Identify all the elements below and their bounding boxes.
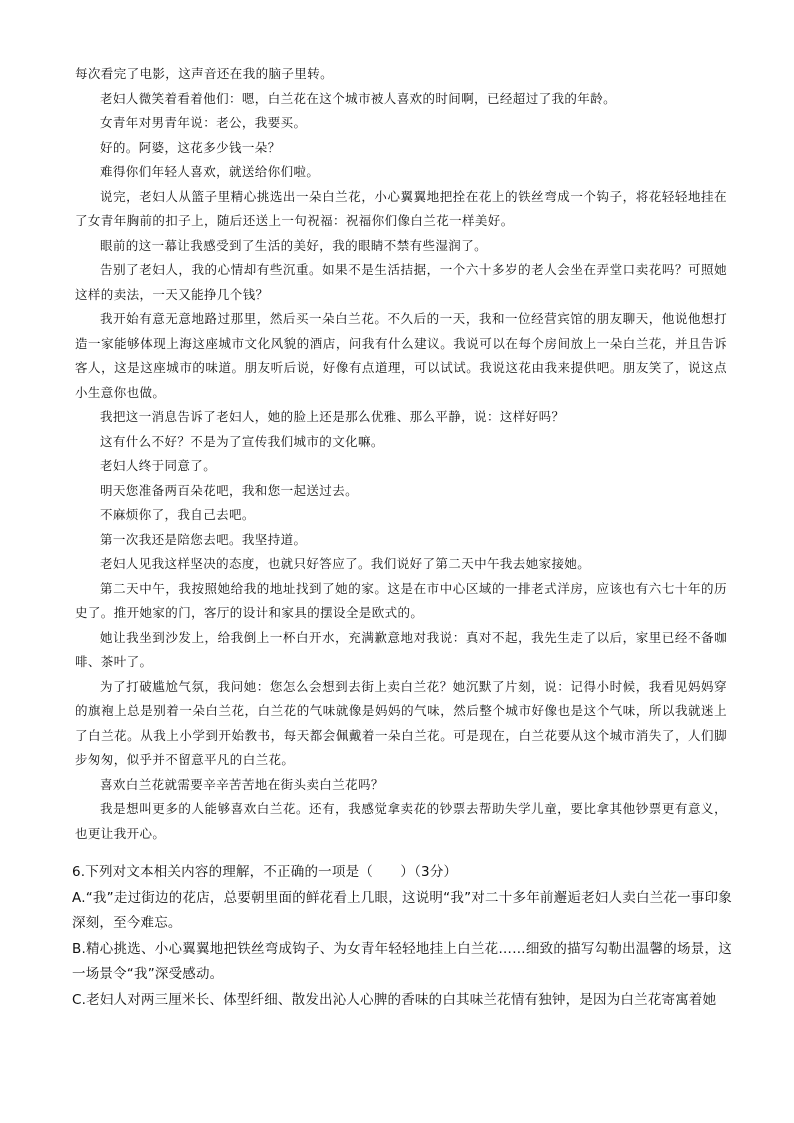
story-paragraph: 我开始有意无意地路过那里，然后买一朵白兰花。不久后的一天，我和一位经营宾馆的朋友聊天，他说他想打造一家能够体现上海这座城市文化风貌的酒店，问我有什么建议。我说可以在每个房间放上一朵白兰花，并且告诉客人，这是这座城市的味道。朋友听后说，好像有点道理，可以试试。我说这花由我来提供吧。朋友笑了，说这点小生意你也做。 xyxy=(75,311,727,400)
story-paragraph: 明天您准备两百朵花吧，我和您一起送过去。 xyxy=(100,482,359,498)
story-text xyxy=(75,62,727,846)
story-paragraph: 说完，老妇人从篮子里精心挑选出一朵白兰花，小心翼翼地把拴在花上的铁丝弯成一个钩子，将花轻轻地挂在了女青年胸前的扣子上，随后还送上一句祝福：祝福你们像白兰花一样美好。 xyxy=(75,188,727,228)
story-paragraph: 每次看完了电影，这声音还在我的脑子里转。 xyxy=(75,66,334,81)
option-c: C.老妇人对两三厘米长、体型纤细、散发出沁人心脾的香味的白其味兰花情有独钟，是因为白兰花寄寓着她 xyxy=(72,991,717,1008)
story-paragraph: 老妇人终于同意了。 xyxy=(100,458,217,473)
option-b: B.精心挑选、小心翼翼地把铁丝弯成钩子、为女青年轻轻地挂上白兰花……细致的描写勾勒出温馨的场景，这一场景令“我”深受感动。 xyxy=(72,940,732,982)
story-paragraph: 老妇人见我这样坚决的态度，也就只好答应了。我们说好了第二天中午我去她家接她。 xyxy=(100,556,591,571)
story-paragraph: 第一次我还是陪您去吧。我坚持道。 xyxy=(100,531,307,547)
story-paragraph: 这有什么不好？不是为了宣传我们城市的文化嘛。 xyxy=(100,433,384,449)
story-paragraph: 眼前的这一幕让我感受到了生活的美好，我的眼睛不禁有些湿润了。 xyxy=(100,237,488,253)
story-paragraph: 我把这一消息告诉了老妇人，她的脸上还是那么优雅、那么平静，说：这样好吗？ xyxy=(100,409,565,424)
story-paragraph: 女青年对男青年说：老公，我要买。 xyxy=(100,115,307,130)
question-6 xyxy=(72,860,732,1013)
story-paragraph: 不麻烦你了，我自己去吧。 xyxy=(100,507,255,522)
story-paragraph: 喜欢白兰花就需要辛辛苦苦地在街头卖白兰花吗？ xyxy=(100,776,384,792)
option-a: A.“我”走过街边的花店，总要朝里面的鲜花看上几眼，这说明“我”对二十多年前邂逅老妇人卖白兰花一事印象深刻，至今难忘。 xyxy=(72,889,732,931)
story-paragraph: 告别了老妇人，我的心情却有些沉重。如果不是生活拮据，一个六十多岁的老人会坐在弄堂口卖花吗？可照她这样的卖法，一天又能挣几个钱？ xyxy=(75,262,727,302)
story-paragraph: 好的。阿婆，这花多少钱一朵？ xyxy=(100,139,281,155)
question-stem: 6.下列对文本相关内容的理解，不正确的一项是（ ）（3分） xyxy=(72,864,458,880)
story-paragraph: 难得你们年轻人喜欢，就送给你们啦。 xyxy=(100,164,320,179)
story-paragraph: 我是想叫更多的人能够喜欢白兰花。还有，我感觉拿卖花的钞票去帮助失学儿童，要比拿其他钞票更有意义，也更让我开心。 xyxy=(75,801,727,841)
story-paragraph: 老妇人微笑着看着他们：嗯，白兰花在这个城市被人喜欢的时间啊，已经超过了我的年龄。 xyxy=(100,90,617,106)
story-paragraph: 为了打破尴尬气氛，我问她：您怎么会想到去街上卖白兰花？她沉默了片刻，说：记得小时候，我看见妈妈穿的旗袍上总是别着一朵白兰花，白兰花的气味就像是妈妈的气味，然后整个城市好像也是这个气味，所以我就迷上了白兰花。从我上小学到开始教书，每天都会佩戴着一朵白兰花。可是现在，白兰花要从这个城市消失了，人们脚步匆匆，似乎并不留意平凡的白兰花。 xyxy=(75,678,727,767)
story-paragraph: 第二天中午，我按照她给我的地址找到了她的家。这是在市中心区域的一排老式洋房，应该也有六七十年的历史了。推开她家的门，客厅的设计和家具的摆设全是欧式的。 xyxy=(75,580,727,620)
story-paragraph: 她让我坐到沙发上，给我倒上一杯白开水，充满歉意地对我说：真对不起，我先生走了以后，家里已经不备咖啡、茶叶了。 xyxy=(75,629,727,669)
